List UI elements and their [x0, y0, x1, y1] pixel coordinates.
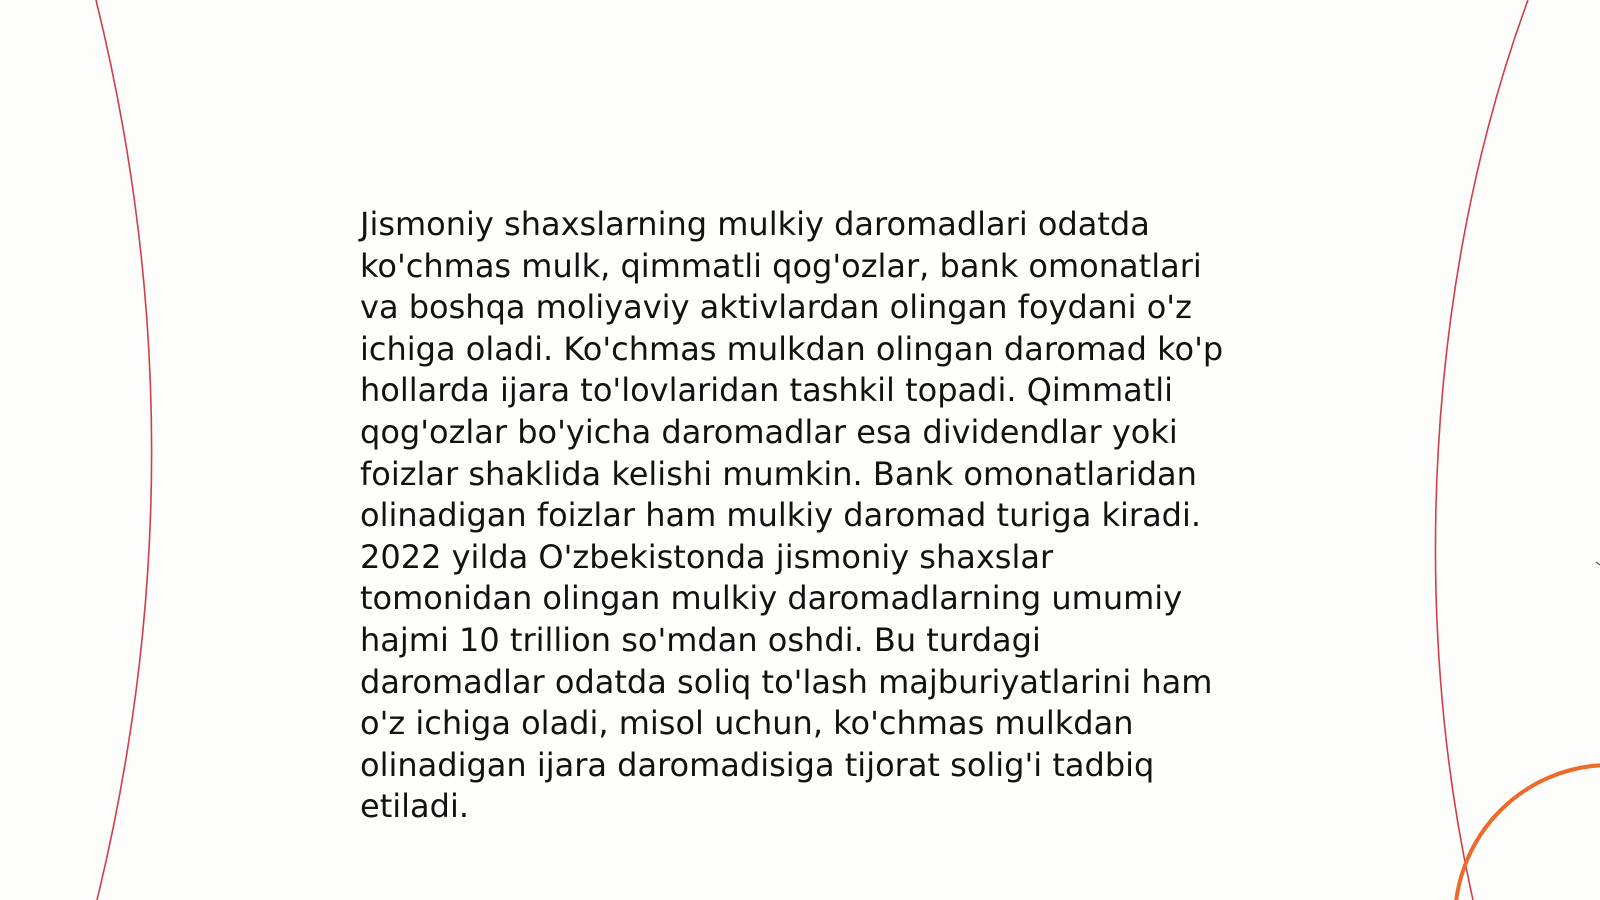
body-text: Jismoniy shaxslarning mulkiy daromadlari odatda ko'chmas mulk, qimmatli qog'ozlar, bank omonatlari va boshqa moliyaviy aktivlardan olingan foydani o'z ichiga oladi. Ko'chmas mulkdan olingan daromad ko'p hollarda ijara to'lovlaridan tashkil topadi. Qimmatli qog'ozlar bo'yicha daromadlar esa dividendlar yoki foizlar shaklida kelishi mumkin. Bank omonatlaridan olinadigan foizlar ham mulkiy daromad turiga kiradi. 2022 yilda O'zbekistonda jismoniy shaxslar tomonidan olingan mulkiy daromadlarning umumiy hajmi 10 trillion so'mdan oshdi. Bu turdagi daromadlar odatda soliq to'lash majburiyatlarini ham o'z ichiga oladi, misol uchun, ko'chmas mulkdan olinadigan ijara daromadisiga tijorat solig'i tadbiq etiladi. [360, 205, 1224, 826]
right-curve-line [1435, 0, 1528, 900]
left-curve-line [96, 0, 152, 900]
orange-arc [1455, 765, 1600, 900]
right-edge-tick [1596, 562, 1600, 565]
